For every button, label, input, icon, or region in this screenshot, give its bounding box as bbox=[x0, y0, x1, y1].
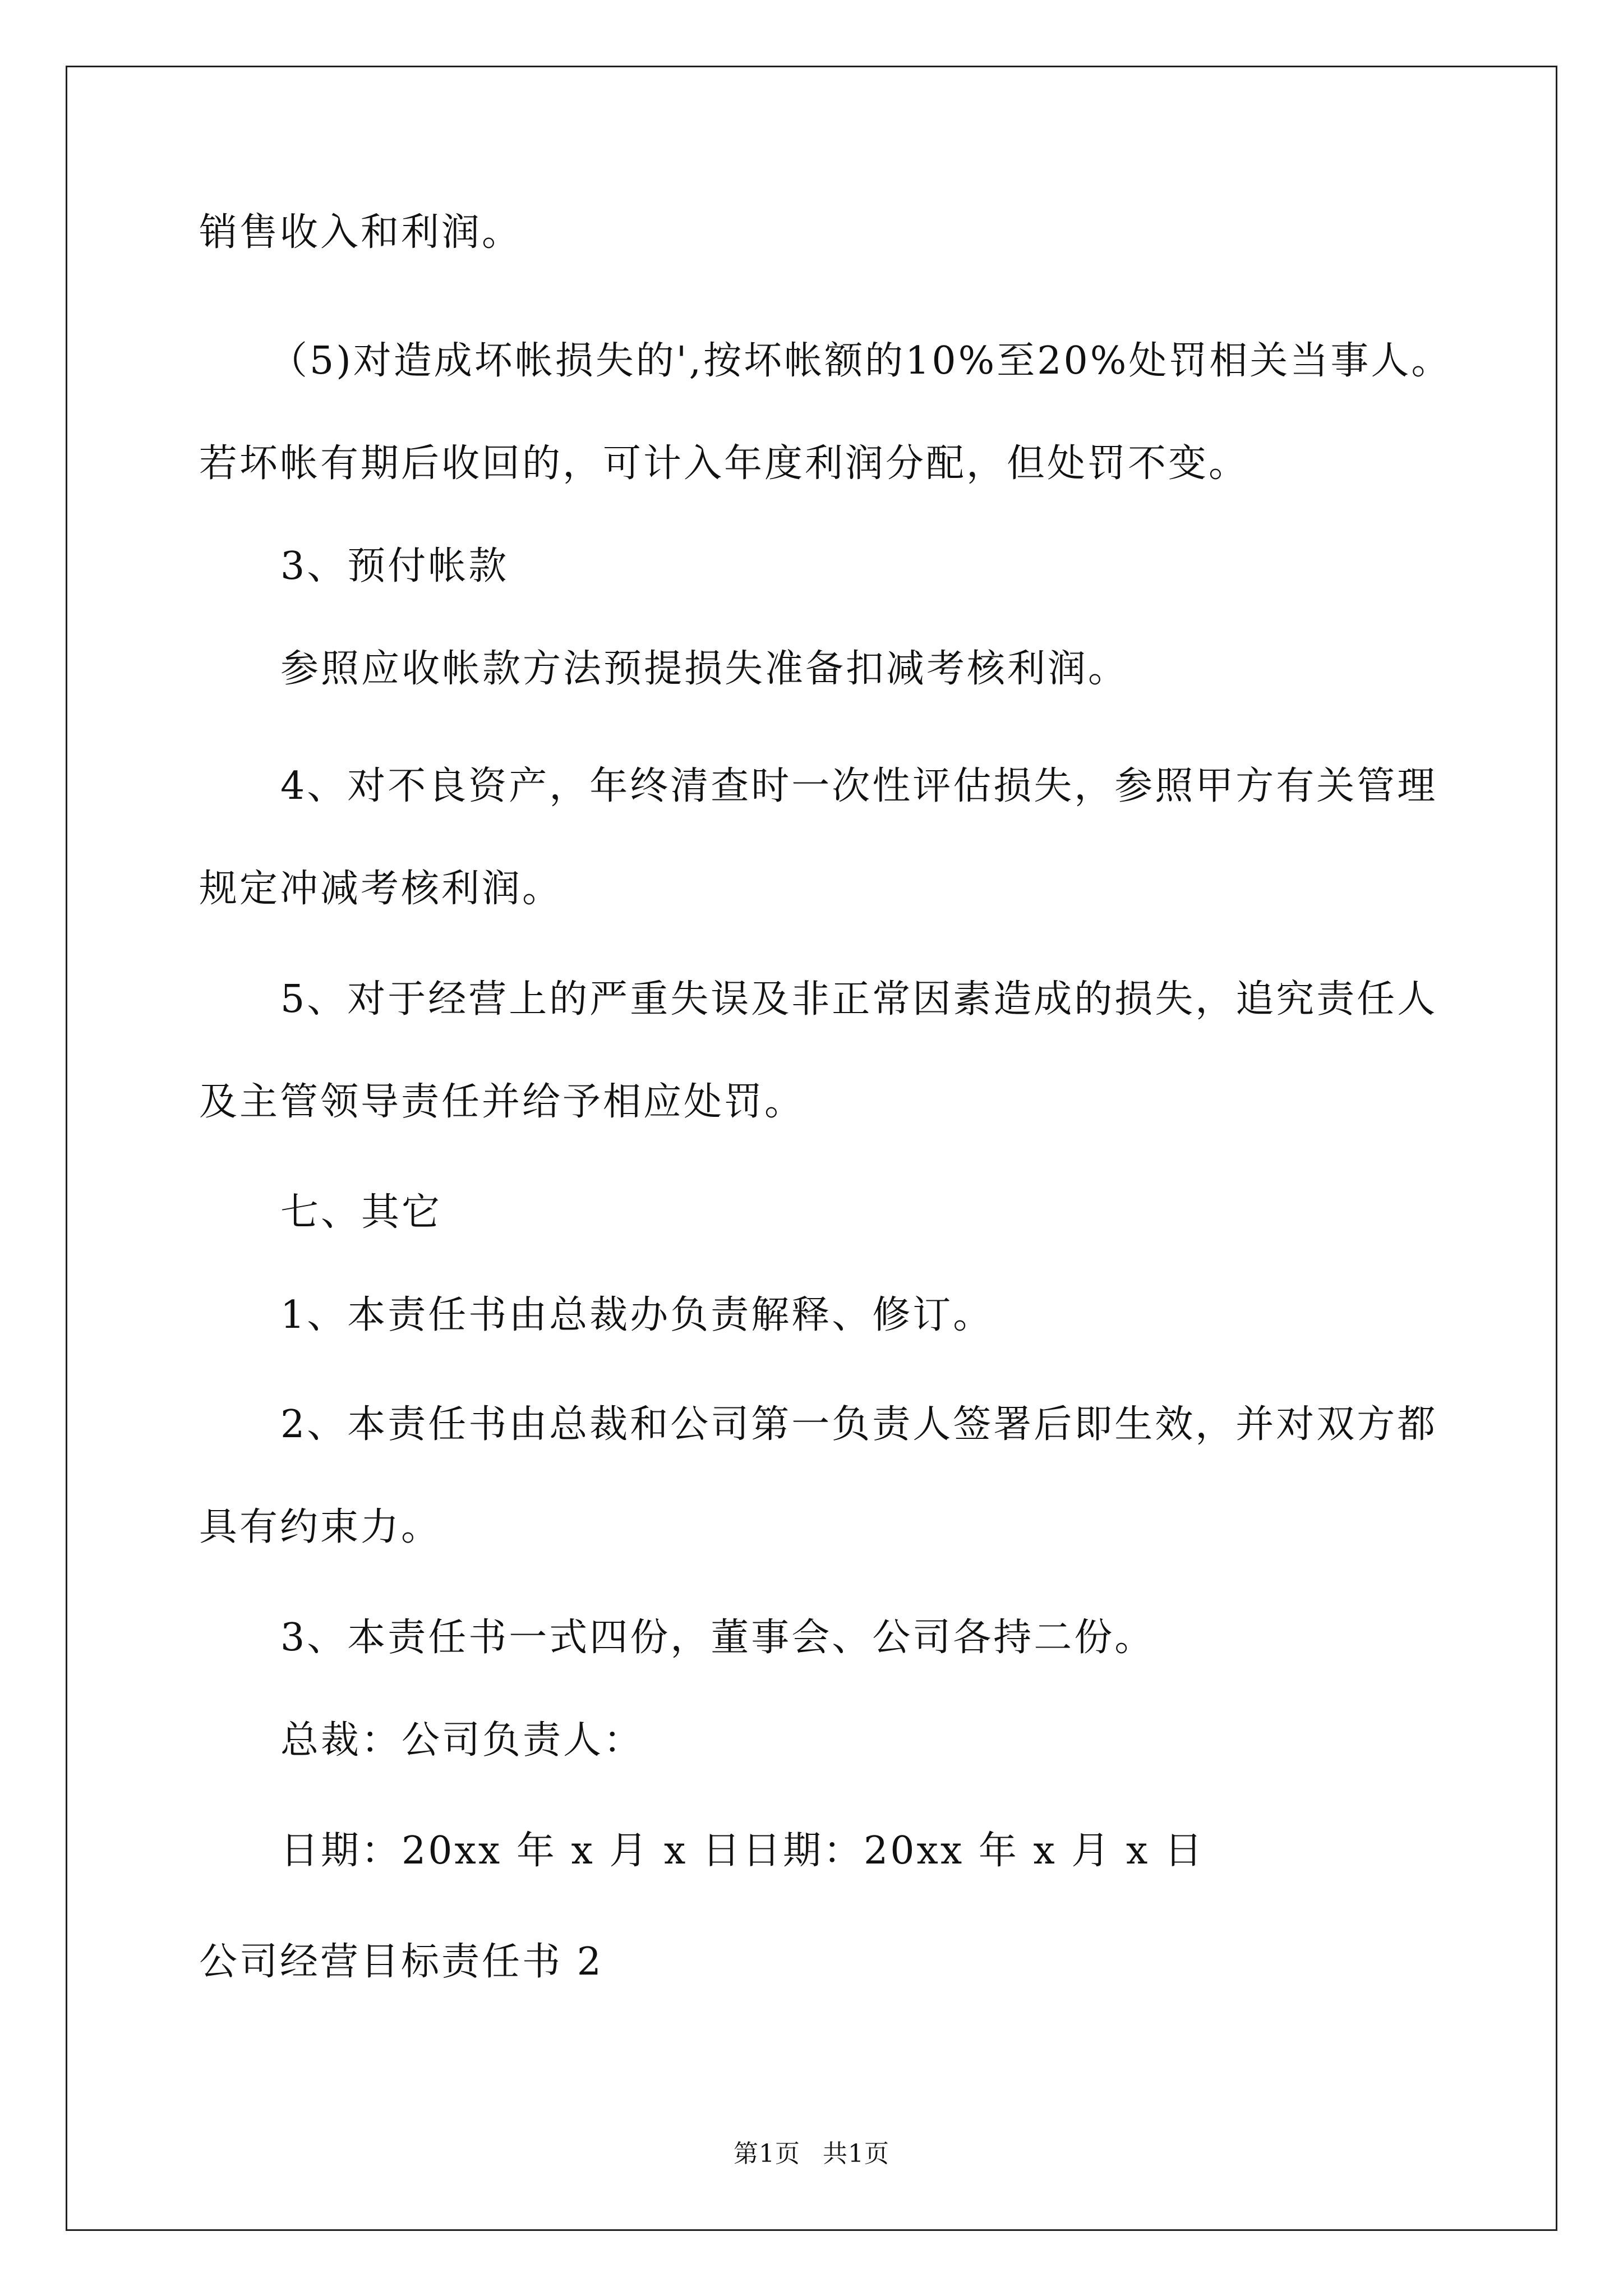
text-line: 3、本责任书一式四份，董事会、公司各持二份。 bbox=[280, 1616, 1155, 1660]
text-line: 具有约束力。 bbox=[199, 1505, 442, 1549]
text-line: 若坏帐有期后收回的，可计入年度利润分配，但处罚不变。 bbox=[199, 441, 1249, 486]
signature-line: 总裁：公司负责人： bbox=[280, 1718, 644, 1763]
text-line: （5)对造成坏帐损失的',按坏帐额的10%至20%处罚相关当事人。 bbox=[269, 339, 1452, 383]
page-footer bbox=[0, 2138, 1623, 2170]
page-number: 第1页 bbox=[734, 2139, 800, 2168]
page-border bbox=[66, 66, 1557, 2231]
date-line: 日期：20xx 年 x 月 x 日日期：20xx 年 x 月 x 日 bbox=[280, 1829, 1205, 1873]
page-total: 共1页 bbox=[823, 2139, 889, 2168]
text-line: 参照应收帐款方法预提损失准备扣减考核利润。 bbox=[280, 647, 1129, 691]
text-line: 及主管领导责任并给予相应处罚。 bbox=[199, 1080, 805, 1124]
text-line: 5、对于经营上的严重失误及非正常因素造成的损失，追究责任人 bbox=[280, 977, 1438, 1022]
section-heading: 3、预付帐款 bbox=[280, 544, 509, 588]
section-heading: 七、其它 bbox=[280, 1190, 442, 1235]
text-line: 规定冲减考核利润。 bbox=[199, 867, 563, 911]
document-title: 公司经营目标责任书 2 bbox=[199, 1940, 603, 1984]
text-line: 销售收入和利润。 bbox=[199, 210, 523, 255]
text-line: 2、本责任书由总裁和公司第一负责人签署后即生效，并对双方都 bbox=[280, 1402, 1438, 1447]
text-line: 4、对不良资产，年终清查时一次性评估损失，参照甲方有关管理 bbox=[280, 764, 1438, 808]
text-line: 1、本责任书由总裁办负责解释、修订。 bbox=[280, 1293, 994, 1337]
